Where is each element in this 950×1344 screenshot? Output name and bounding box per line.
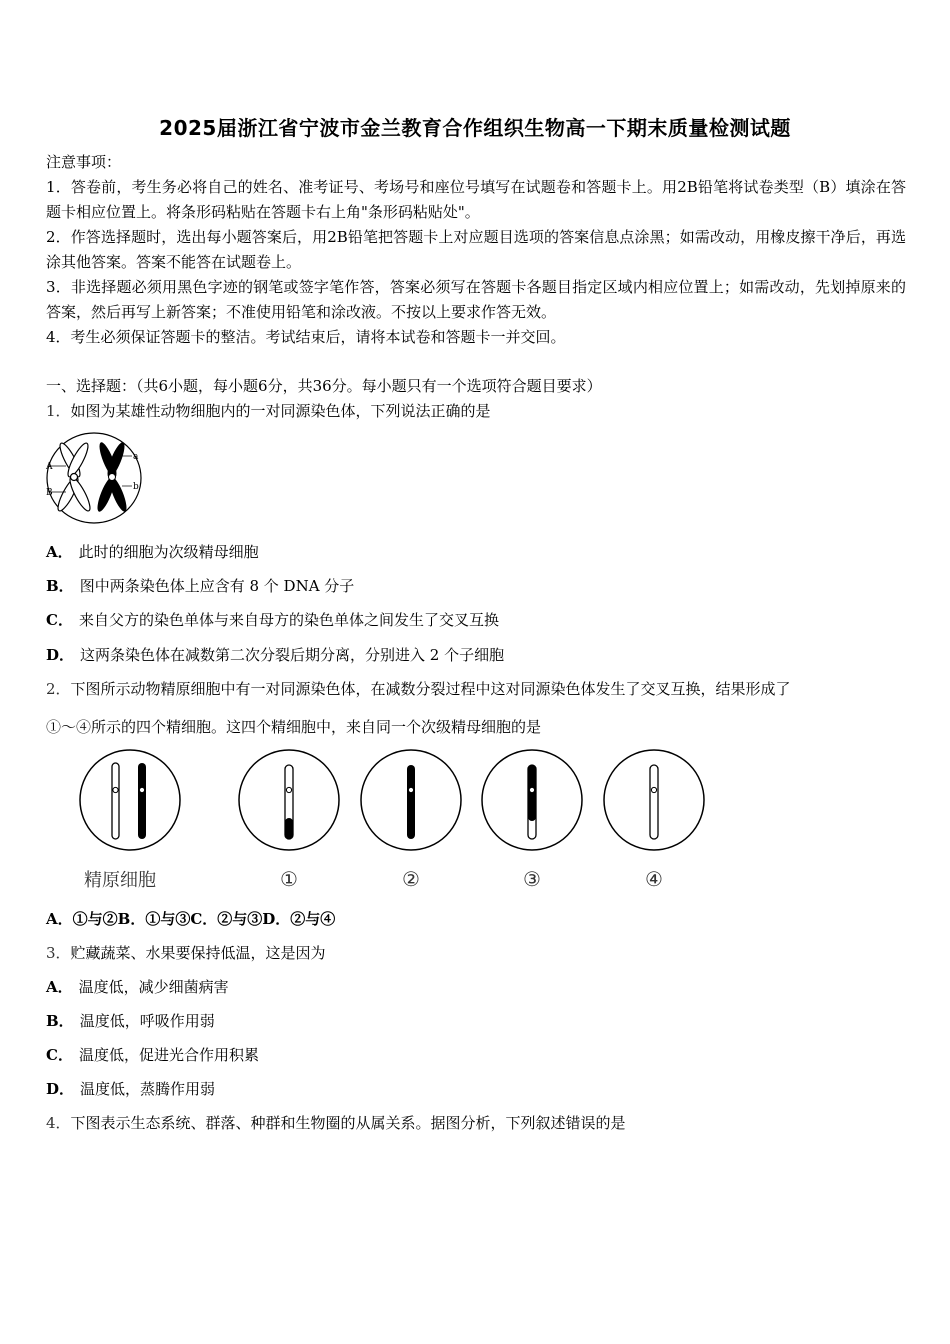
question-stem: 下图所示动物精原细胞中有一对同源染色体，在减数分裂过程中这对同源染色体发生了交叉互换，结果形成了 xyxy=(70,680,791,698)
question-number: 1． xyxy=(46,402,71,420)
question-number: 3． xyxy=(46,944,71,962)
section-heading: 一、选择题：（共6小题，每小题6分，共36分。每小题只有一个选项符合题目要求） xyxy=(46,377,602,395)
notice-item-2: 2．作答选择题时，选出每小题答案后，用2B铅笔把答题卡上对应题目选项的答案信息点涂黑；如需改动，用橡皮擦干净后，再选涂其他答案。答案不能答在试题卷上。 xyxy=(46,228,906,271)
figure-label-2: ② xyxy=(402,867,420,891)
q3-option-d: D． 温度低，蒸腾作用弱 xyxy=(46,1080,216,1098)
figure-label-b: b xyxy=(133,482,139,492)
sperm-cells-figure xyxy=(76,746,712,892)
q1-option-d: D． 这两条染色体在减数第二次分裂后期分离，分别进入 2 个子细胞 xyxy=(46,646,505,664)
figure-label-1: ① xyxy=(280,867,298,891)
page-title: 2025届浙江省宁波市金兰教育合作组织生物高一下期末质量检测试题 xyxy=(159,116,791,140)
q3-option-c: C． 温度低，促进光合作用积累 xyxy=(46,1046,259,1064)
notice-heading: 注意事项： xyxy=(46,153,122,171)
homologous-chromosome-figure xyxy=(44,430,144,526)
q2-options: A．①与②B．①与③C．②与③D．②与④ xyxy=(46,910,336,928)
question-4 xyxy=(46,1113,626,1133)
q1-option-c: C． 来自父方的染色单体与来自母方的染色单体之间发生了交叉互换 xyxy=(46,611,499,629)
question-1 xyxy=(46,401,491,421)
question-number: 2． xyxy=(46,680,71,698)
question-3 xyxy=(46,943,326,963)
question-stem: 下图表示生态系统、群落、种群和生物圈的从属关系。据图分析，下列叙述错误的是 xyxy=(70,1114,626,1132)
q1-option-a: A． 此时的细胞为次级精母细胞 xyxy=(46,543,259,561)
q3-option-a: A． 温度低，减少细菌病害 xyxy=(46,978,229,996)
notice-item-1: 1．答卷前，考生务必将自己的姓名、准考证号、考场号和座位号填写在试题卷和答题卡上。用2B铅笔将试卷类型（B）填涂在答题卡相应位置上。将条形码粘贴在答题卡右上角"条形码粘贴处"。 xyxy=(46,178,906,221)
question-stem: 贮藏蔬菜、水果要保持低温，这是因为 xyxy=(70,944,326,962)
figure-label-4: ④ xyxy=(645,867,663,891)
figure-label-B: B xyxy=(46,488,53,498)
q3-option-b: B． 温度低，呼吸作用弱 xyxy=(46,1012,215,1030)
figure-label-A: A xyxy=(46,462,53,472)
question-stem: 如图为某雄性动物细胞内的一对同源染色体，下列说法正确的是 xyxy=(70,402,491,420)
question-2 xyxy=(46,679,791,699)
question-2-line2: ①～④所示的四个精细胞。这四个精细胞中，来自同一个次级精母细胞的是 xyxy=(46,718,542,736)
figure-label-a: a xyxy=(133,452,139,462)
figure-label-3: ③ xyxy=(523,867,541,891)
notice-item-4: 4．考生必须保证答题卡的整洁。考试结束后，请将本试卷和答题卡一并交回。 xyxy=(46,328,566,346)
question-number: 4． xyxy=(46,1114,71,1132)
q1-option-b: B． 图中两条染色体上应含有 8 个 DNA 分子 xyxy=(46,577,355,595)
notice-item-3: 3．非选择题必须用黑色字迹的钢笔或签字笔作答，答案必须写在答题卡各题目指定区域内相应位置上；如需改动，先划掉原来的答案，然后再写上新答案；不准使用铅笔和涂改液。不按以上要求作答无效。 xyxy=(46,278,906,321)
figure-label-spermatogonium: 精原细胞 xyxy=(84,870,156,891)
